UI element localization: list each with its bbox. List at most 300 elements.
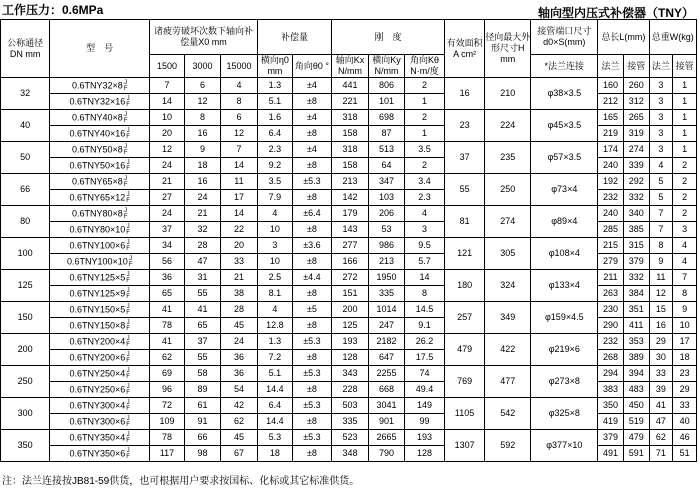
connection-type-mark <box>126 192 130 204</box>
model-name: 0.6TNY125×9 <box>69 287 126 298</box>
cell-angular: ±4 <box>292 110 331 126</box>
cell-transverse: 18 <box>257 446 292 462</box>
cell-transverse: 10 <box>257 254 292 270</box>
cell-cycles-1500: 7 <box>150 78 185 94</box>
cell-cycles-15000: 28 <box>220 302 257 318</box>
cell-transverse-stiffness: 2255 <box>368 366 404 382</box>
cell-cycles-3000: 6 <box>184 78 220 94</box>
cell-length-flange: 165 <box>598 110 624 126</box>
cell-length-flange: 419 <box>598 414 624 430</box>
cell-transverse: 8.1 <box>257 286 292 302</box>
cell-nozzle: φ57×3.5 <box>531 142 598 174</box>
jf-top: J <box>124 207 128 214</box>
cell-cycles-1500: 27 <box>150 190 185 206</box>
cell-nozzle: φ377×10 <box>531 430 598 462</box>
cell-angular-stiffness: 193 <box>404 430 444 446</box>
connection-type-mark <box>126 128 130 140</box>
cell-axial-stiffness: 272 <box>331 270 368 286</box>
jf-bottom: F <box>126 421 130 428</box>
cell-axial-stiffness: 221 <box>331 94 368 110</box>
cell-transverse-stiffness: 103 <box>368 190 404 206</box>
cell-outer-dim: 305 <box>485 238 531 270</box>
connection-type-mark <box>126 432 130 444</box>
cell-angular-stiffness: 3 <box>404 222 444 238</box>
cell-cycles-1500: 14 <box>150 94 185 110</box>
cell-axial-stiffness: 318 <box>331 142 368 158</box>
cell-transverse: 10 <box>257 222 292 238</box>
cell-transverse-stiffness: 347 <box>368 174 404 190</box>
cell-cycles-15000: 24 <box>220 334 257 350</box>
cell-cycles-3000: 9 <box>184 142 220 158</box>
cell-weight-pipe: 4 <box>673 238 697 254</box>
jf-top: J <box>126 239 130 246</box>
cell-length-flange: 240 <box>598 206 624 222</box>
cell-transverse: 1.3 <box>257 78 292 94</box>
jf-bottom: F <box>123 181 128 188</box>
cell-transverse: 12.8 <box>257 318 292 334</box>
connection-type-mark <box>124 208 128 220</box>
connection-type-mark <box>126 96 130 108</box>
jf-bottom: F <box>126 341 130 348</box>
col-cycles-15000: 15000 <box>220 55 257 78</box>
jf-top: J <box>126 191 130 198</box>
cell-cycles-3000: 18 <box>184 158 220 174</box>
cell-weight-flange: 41 <box>649 398 673 414</box>
table-row <box>1 334 697 350</box>
cell-weight-pipe: 33 <box>673 398 697 414</box>
cell-model <box>50 430 150 446</box>
cell-transverse-stiffness: 790 <box>368 446 404 462</box>
cell-length-pipe: 519 <box>623 414 649 430</box>
cell-transverse-stiffness: 668 <box>368 382 404 398</box>
cell-nozzle: φ219×6 <box>531 334 598 366</box>
cell-dn: 50 <box>1 142 50 174</box>
cell-angular: ±6.4 <box>292 206 331 222</box>
cell-cycles-1500: 72 <box>150 398 185 414</box>
cell-area: 769 <box>445 366 485 398</box>
cell-weight-flange: 3 <box>649 110 673 126</box>
cell-length-pipe: 351 <box>623 302 649 318</box>
cell-cycles-3000: 55 <box>184 350 220 366</box>
cell-axial-stiffness: 503 <box>331 398 368 414</box>
cell-weight-pipe: 1 <box>673 126 697 142</box>
cell-weight-pipe: 17 <box>673 334 697 350</box>
col-axial-stiffness: 轴向Kx N/mm <box>331 55 368 78</box>
cell-weight-flange: 30 <box>649 350 673 366</box>
connection-type-mark <box>126 272 130 284</box>
cell-cycles-3000: 61 <box>184 398 220 414</box>
cell-length-pipe: 479 <box>623 430 649 446</box>
jf-top: J <box>126 367 130 374</box>
model-name: 0.6TNY250×4 <box>69 367 126 378</box>
jf-top: J <box>126 271 130 278</box>
cell-length-flange: 285 <box>598 222 624 238</box>
model-name: 0.6TNY150×5 <box>69 303 126 314</box>
cell-length-pipe: 384 <box>623 286 649 302</box>
cell-outer-dim: 250 <box>485 174 531 206</box>
jf-bottom: F <box>126 389 130 396</box>
cell-length-pipe: 312 <box>623 94 649 110</box>
cell-transverse-stiffness: 3041 <box>368 398 404 414</box>
cell-model <box>50 142 150 158</box>
cell-nozzle: φ108×4 <box>531 238 598 270</box>
cell-outer-dim: 422 <box>485 334 531 366</box>
jf-bottom: F <box>126 101 130 108</box>
cell-length-pipe: 450 <box>623 398 649 414</box>
cell-length-flange: 268 <box>598 350 624 366</box>
cell-transverse: 5.1 <box>257 366 292 382</box>
cell-model <box>50 270 150 286</box>
cell-angular-stiffness: 128 <box>404 446 444 462</box>
cell-length-flange: 192 <box>598 174 624 190</box>
model-name: 0.6TNY200×4 <box>69 335 126 346</box>
cell-outer-dim: 324 <box>485 270 531 302</box>
cell-angular-stiffness: 3.5 <box>404 142 444 158</box>
cell-cycles-3000: 55 <box>184 286 220 302</box>
cell-weight-pipe: 2 <box>673 158 697 174</box>
cell-cycles-15000: 4 <box>220 78 257 94</box>
cell-area: 257 <box>445 302 485 334</box>
cell-angular: ±8 <box>292 350 331 366</box>
cell-axial-stiffness: 158 <box>331 126 368 142</box>
footnote: 注：法兰连接按JB81-59供货，也可根据用户要求按国标、化标或其它标准供货。 <box>2 476 360 487</box>
jf-bottom: F <box>126 357 130 364</box>
cell-outer-dim: 592 <box>485 430 531 462</box>
cell-model <box>50 414 150 430</box>
cell-weight-pipe: 40 <box>673 414 697 430</box>
col-nozzle-flange: *法兰连接 <box>531 55 598 78</box>
cell-weight-pipe: 1 <box>673 78 697 94</box>
connection-type-mark <box>126 400 130 412</box>
model-name: 0.6TNY150×8 <box>69 319 126 330</box>
cell-angular-stiffness: 26.2 <box>404 334 444 350</box>
col-dn: 公称通径DN mm <box>1 20 50 78</box>
cell-angular: ±4 <box>292 142 331 158</box>
working-pressure-label: 工作压力：0.6MPa <box>2 3 104 17</box>
cell-length-flange: 240 <box>598 158 624 174</box>
cell-length-pipe: 332 <box>623 270 649 286</box>
cell-model <box>50 398 150 414</box>
table-row <box>1 270 697 286</box>
cell-length-flange: 215 <box>598 238 624 254</box>
cell-length-flange: 379 <box>598 430 624 446</box>
col-stiffness-group: 刚 度 <box>331 20 444 55</box>
cell-angular: ±8 <box>292 446 331 462</box>
cell-transverse-stiffness: 87 <box>368 126 404 142</box>
cell-angular: ±5.3 <box>292 430 331 446</box>
cell-transverse-stiffness: 213 <box>368 254 404 270</box>
jf-top: J <box>126 127 130 134</box>
cell-transverse-stiffness: 647 <box>368 350 404 366</box>
cell-model <box>50 78 150 94</box>
model-name: 0.6TNY65×12 <box>69 191 126 202</box>
col-length-flange: 法兰 <box>598 55 624 78</box>
cell-transverse-stiffness: 247 <box>368 318 404 334</box>
cell-length-flange: 350 <box>598 398 624 414</box>
cell-axial-stiffness: 128 <box>331 350 368 366</box>
jf-bottom: F <box>126 373 130 380</box>
connection-type-mark <box>129 256 133 268</box>
cell-axial-stiffness: 166 <box>331 254 368 270</box>
jf-top: J <box>126 223 130 230</box>
cell-cycles-3000: 31 <box>184 270 220 286</box>
cell-cycles-15000: 22 <box>220 222 257 238</box>
model-name: 0.6TNY80×8 <box>71 207 123 218</box>
cell-length-pipe: 260 <box>623 78 649 94</box>
jf-top: J <box>126 447 130 454</box>
table-row <box>1 110 697 126</box>
cell-cycles-15000: 54 <box>220 382 257 398</box>
cell-angular-stiffness: 2 <box>404 110 444 126</box>
cell-axial-stiffness: 335 <box>331 414 368 430</box>
jf-bottom: F <box>128 261 133 268</box>
cell-cycles-1500: 117 <box>150 446 185 462</box>
cell-transverse: 4 <box>257 206 292 222</box>
jf-top: J <box>126 335 130 342</box>
model-name: 0.6TNY200×6 <box>69 351 126 362</box>
model-name: 0.6TNY32×16 <box>69 95 126 106</box>
col-length: 总长L(mm) <box>598 20 649 55</box>
cell-angular-stiffness: 5.7 <box>404 254 444 270</box>
cell-length-flange: 211 <box>598 270 624 286</box>
jf-bottom: F <box>126 277 130 284</box>
cell-axial-stiffness: 158 <box>331 158 368 174</box>
cell-weight-pipe: 1 <box>673 110 697 126</box>
model-name: 0.6TNY350×6 <box>69 447 126 458</box>
cell-cycles-15000: 20 <box>220 238 257 254</box>
connection-type-mark <box>126 416 130 428</box>
cell-weight-pipe: 9 <box>673 302 697 318</box>
cell-cycles-1500: 56 <box>150 254 185 270</box>
cell-length-flange: 491 <box>598 446 624 462</box>
jf-top: J <box>126 415 130 422</box>
cell-nozzle: φ273×8 <box>531 366 598 398</box>
cell-length-flange: 294 <box>598 366 624 382</box>
cell-axial-stiffness: 125 <box>331 318 368 334</box>
cell-cycles-15000: 21 <box>220 270 257 286</box>
cell-axial-stiffness: 228 <box>331 382 368 398</box>
table-title: 轴向型内压式补偿器（TNY） <box>537 6 694 20</box>
cell-area: 180 <box>445 270 485 302</box>
cell-nozzle: φ89×4 <box>531 206 598 238</box>
cell-cycles-3000: 47 <box>184 254 220 270</box>
cell-length-flange: 219 <box>598 126 624 142</box>
cell-length-pipe: 340 <box>623 206 649 222</box>
jf-top: J <box>126 303 130 310</box>
cell-cycles-1500: 69 <box>150 366 185 382</box>
cell-cycles-3000: 89 <box>184 382 220 398</box>
jf-top: J <box>126 95 130 102</box>
cell-cycles-1500: 20 <box>150 126 185 142</box>
model-name: 0.6TNY50×8 <box>71 143 123 154</box>
cell-transverse-stiffness: 986 <box>368 238 404 254</box>
cell-outer-dim: 477 <box>485 366 531 398</box>
cell-transverse: 2.3 <box>257 142 292 158</box>
cell-transverse: 5.1 <box>257 94 292 110</box>
cell-weight-pipe: 1 <box>673 94 697 110</box>
cell-cycles-3000: 66 <box>184 430 220 446</box>
cell-length-flange: 230 <box>598 302 624 318</box>
cell-cycles-15000: 12 <box>220 126 257 142</box>
cell-area: 37 <box>445 142 485 174</box>
cell-cycles-1500: 12 <box>150 142 185 158</box>
model-name: 0.6TNY300×6 <box>69 415 126 426</box>
table-row <box>1 430 697 446</box>
cell-cycles-3000: 58 <box>184 366 220 382</box>
cell-cycles-15000: 8 <box>220 94 257 110</box>
model-name: 0.6TNY100×6 <box>69 239 126 250</box>
cell-weight-flange: 7 <box>649 206 673 222</box>
cell-cycles-1500: 10 <box>150 110 185 126</box>
cell-model <box>50 222 150 238</box>
col-fatigue-group: 诸疲劳破坏次数下轴向补偿量X0 mm <box>150 20 258 55</box>
jf-top: J <box>124 175 128 182</box>
cell-angular: ±8 <box>292 318 331 334</box>
cell-model <box>50 110 150 126</box>
model-name: 0.6TNY250×6 <box>69 383 126 394</box>
table-row <box>1 238 697 254</box>
col-nozzle: 接管端口尺寸d0×S(mm) <box>531 20 598 55</box>
cell-axial-stiffness: 200 <box>331 302 368 318</box>
cell-axial-stiffness: 213 <box>331 174 368 190</box>
cell-weight-flange: 3 <box>649 94 673 110</box>
cell-dn: 66 <box>1 174 50 206</box>
jf-top: J <box>126 287 130 294</box>
cell-weight-pipe: 7 <box>673 270 697 286</box>
cell-angular: ±3.6 <box>292 238 331 254</box>
cell-angular-stiffness: 17.5 <box>404 350 444 366</box>
col-angular-stiffness: 角向Kθ N·m/度 <box>404 55 444 78</box>
col-transverse: 横向η0 mm <box>257 55 292 78</box>
jf-top: J <box>126 399 130 406</box>
jf-bottom: F <box>126 437 130 444</box>
connection-type-mark <box>124 144 128 156</box>
cell-transverse-stiffness: 206 <box>368 206 404 222</box>
cell-angular: ±8 <box>292 414 331 430</box>
cell-model <box>50 350 150 366</box>
cell-length-flange: 212 <box>598 94 624 110</box>
cell-cycles-15000: 33 <box>220 254 257 270</box>
cell-cycles-3000: 98 <box>184 446 220 462</box>
cell-cycles-15000: 11 <box>220 174 257 190</box>
cell-angular: ±4.4 <box>292 270 331 286</box>
col-cycles-1500: 1500 <box>150 55 185 78</box>
cell-model <box>50 446 150 462</box>
cell-length-flange: 174 <box>598 142 624 158</box>
cell-angular-stiffness: 14.5 <box>404 302 444 318</box>
cell-cycles-15000: 14 <box>220 206 257 222</box>
cell-cycles-3000: 41 <box>184 302 220 318</box>
cell-axial-stiffness: 179 <box>331 206 368 222</box>
cell-transverse-stiffness: 335 <box>368 286 404 302</box>
cell-area: 81 <box>445 206 485 238</box>
cell-weight-flange: 11 <box>649 270 673 286</box>
spec-table <box>0 19 697 462</box>
cell-cycles-15000: 45 <box>220 318 257 334</box>
cell-cycles-3000: 16 <box>184 126 220 142</box>
connection-type-mark <box>126 240 130 252</box>
jf-bottom: F <box>123 149 128 156</box>
cell-model <box>50 158 150 174</box>
jf-top: J <box>124 111 128 118</box>
cell-length-pipe: 315 <box>623 238 649 254</box>
cell-length-flange: 263 <box>598 286 624 302</box>
cell-angular: ±8 <box>292 222 331 238</box>
cell-area: 1307 <box>445 430 485 462</box>
cell-nozzle: φ73×4 <box>531 174 598 206</box>
cell-weight-flange: 71 <box>649 446 673 462</box>
cell-weight-flange: 33 <box>649 366 673 382</box>
cell-length-pipe: 389 <box>623 350 649 366</box>
jf-top: J <box>124 79 128 86</box>
col-weight: 总重W(kg) <box>649 20 696 55</box>
cell-angular: ±8 <box>292 94 331 110</box>
cell-angular-stiffness: 3.4 <box>404 174 444 190</box>
cell-cycles-3000: 16 <box>184 174 220 190</box>
cell-cycles-15000: 62 <box>220 414 257 430</box>
cell-angular: ±8 <box>292 382 331 398</box>
cell-weight-pipe: 2 <box>673 206 697 222</box>
jf-bottom: F <box>126 229 130 236</box>
connection-type-mark <box>126 304 130 316</box>
connection-type-mark <box>126 320 130 332</box>
cell-cycles-1500: 24 <box>150 206 185 222</box>
cell-length-pipe: 292 <box>623 174 649 190</box>
cell-length-pipe: 591 <box>623 446 649 462</box>
cell-transverse-stiffness: 101 <box>368 94 404 110</box>
cell-outer-dim: 542 <box>485 398 531 430</box>
col-outer-dim: 径向最大外形尺寸H mm <box>485 20 531 78</box>
cell-angular: ±5.3 <box>292 334 331 350</box>
cell-transverse: 4 <box>257 302 292 318</box>
model-name: 0.6TNY100×10 <box>66 255 128 266</box>
cell-angular: ±5.3 <box>292 398 331 414</box>
cell-area: 16 <box>445 78 485 110</box>
cell-area: 121 <box>445 238 485 270</box>
cell-axial-stiffness: 348 <box>331 446 368 462</box>
cell-cycles-1500: 109 <box>150 414 185 430</box>
cell-angular-stiffness: 2 <box>404 78 444 94</box>
jf-top: J <box>126 383 130 390</box>
model-name: 0.6TNY50×16 <box>69 159 126 170</box>
cell-weight-flange: 5 <box>649 190 673 206</box>
cell-angular: ±8 <box>292 158 331 174</box>
cell-model <box>50 254 150 270</box>
cell-model <box>50 238 150 254</box>
cell-weight-pipe: 29 <box>673 382 697 398</box>
cell-transverse: 3.5 <box>257 174 292 190</box>
cell-transverse: 5.3 <box>257 430 292 446</box>
connection-type-mark <box>126 368 130 380</box>
cell-axial-stiffness: 523 <box>331 430 368 446</box>
model-name: 0.6TNY32×8 <box>71 79 123 90</box>
cell-dn: 40 <box>1 110 50 142</box>
cell-weight-pipe: 3 <box>673 222 697 238</box>
cell-dn: 32 <box>1 78 50 110</box>
table-row <box>1 366 697 382</box>
cell-angular: ±8 <box>292 126 331 142</box>
cell-transverse-stiffness: 64 <box>368 158 404 174</box>
cell-cycles-15000: 36 <box>220 350 257 366</box>
cell-outer-dim: 210 <box>485 78 531 110</box>
cell-axial-stiffness: 151 <box>331 286 368 302</box>
model-name: 0.6TNY40×8 <box>71 111 123 122</box>
cell-weight-flange: 47 <box>649 414 673 430</box>
cell-transverse-stiffness: 1950 <box>368 270 404 286</box>
cell-dn: 125 <box>1 270 50 302</box>
cell-model <box>50 174 150 190</box>
cell-dn: 300 <box>1 398 50 430</box>
